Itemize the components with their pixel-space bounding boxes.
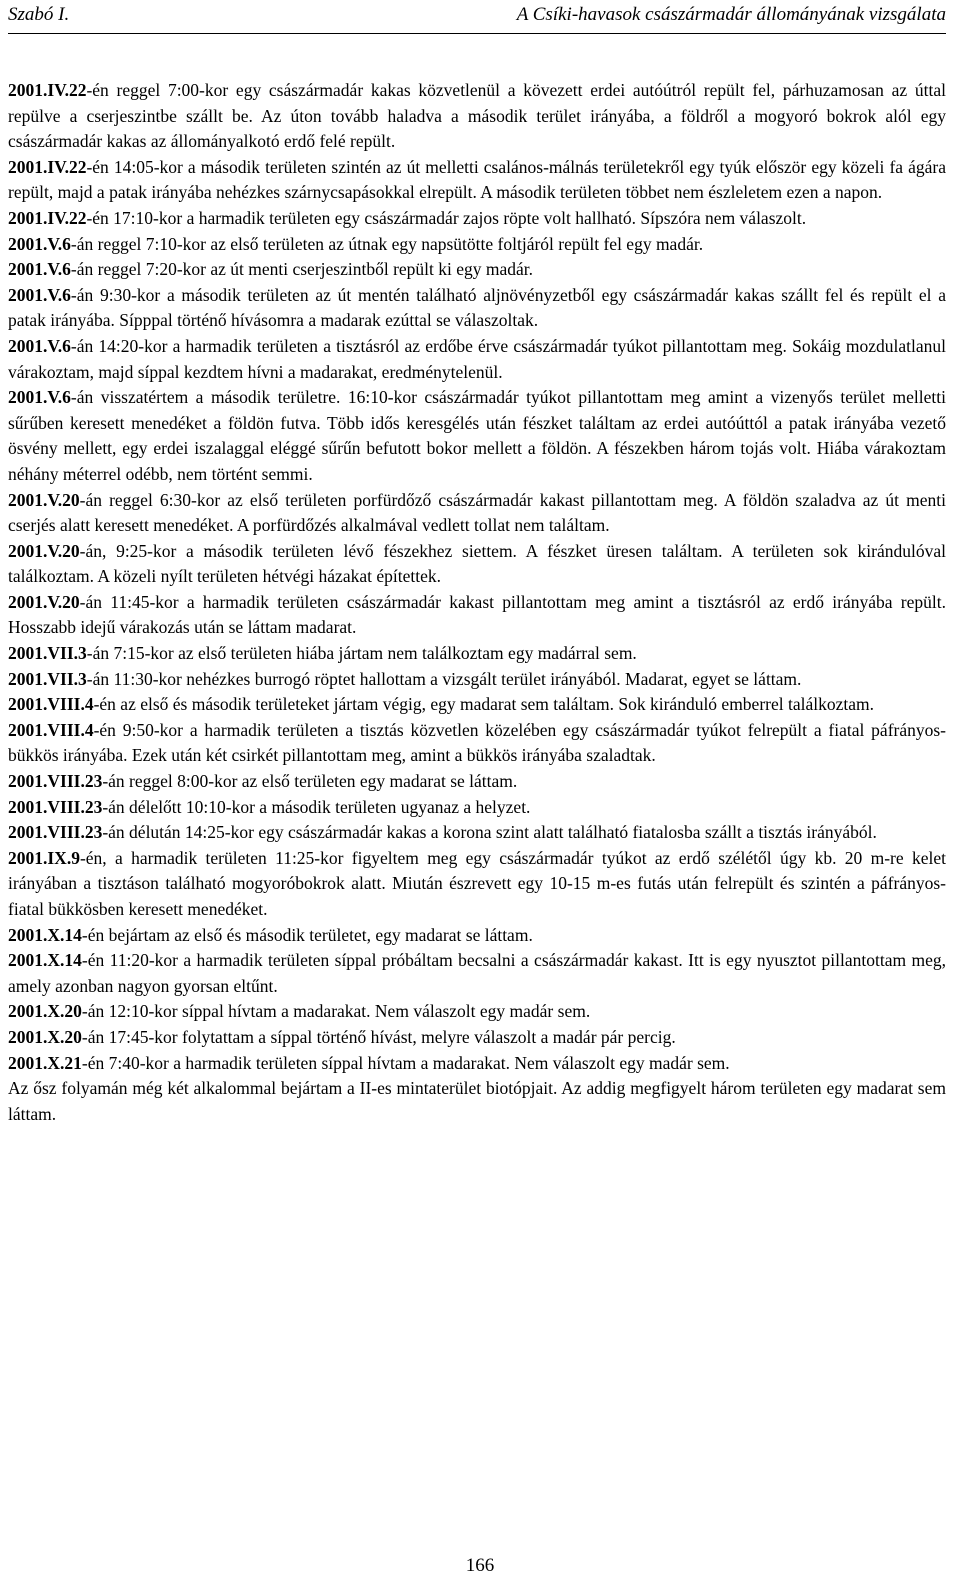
log-entry bbox=[8, 334, 946, 385]
entry-text: -án reggel 7:10-kor az első területen az útnak egy napsütötte foltjáról repült fel egy madár. bbox=[70, 233, 704, 254]
entry-text: Az ősz folyamán még két alkalommal bejártam a II-es mintaterület biotópjait. Az addig megfigyelt három területen egy madarat sem láttam. bbox=[8, 1078, 946, 1124]
log-entry bbox=[8, 488, 946, 539]
running-header bbox=[8, 4, 946, 26]
log-entry bbox=[8, 795, 946, 821]
entry-text: -én 14:05-kor a második területen szintén az út melletti csalános-málnás területekről egy tyúk először egy közeli fa ágára repült, majd a patak irányába nehézkes szárnycsapásokkal elrepült. A második területen többet nem észleletem ezen a napon. bbox=[8, 156, 946, 203]
page-number: 166 bbox=[465, 1555, 495, 1576]
entry-text: -én az első és második területeket jártam végig, egy madarat sem találtam. Sok kiránduló emberrel találkoztam. bbox=[93, 694, 874, 715]
entry-date: 2001.X.20 bbox=[8, 1001, 82, 1022]
header-author: Szabó I. bbox=[8, 4, 70, 25]
entry-text: -én reggel 7:00-kor egy császármadár kakas közvetlenül a kövezett erdei autóútról repült fel, párhuzamosan az úttal repülve a cserjeszintbe szállt be. Az úton tovább haladva a második terület irányába, a földről a mogyoró bokrok alól egy császármadár kakas az állományalkotó erdő felé repült. bbox=[8, 80, 946, 152]
log-entry bbox=[8, 155, 946, 206]
log-entry bbox=[8, 948, 946, 999]
entry-date: 2001.V.6 bbox=[8, 233, 71, 254]
entry-date: 2001.IX.9 bbox=[8, 847, 80, 868]
log-entry bbox=[8, 667, 946, 693]
entry-date: 2001.V.6 bbox=[8, 387, 71, 408]
entry-text: -én 11:20-kor a harmadik területen síppal próbáltam becsalni a császármadár kakast. Itt is egy nyusztot pillantottam meg, amely azonban nagyon gyorsan eltűnt. bbox=[8, 950, 946, 996]
entry-date: 2001.IV.22 bbox=[8, 80, 87, 100]
entry-text: -án 17:45-kor folytattam a síppal történő hívást, melyre válaszolt a madár pár percig. bbox=[81, 1026, 676, 1047]
entry-text: -án 9:30-kor a második területen az út mentén található aljnövényzetből egy császármadár kakas szállt fel és repült el a patak irányába. Sípppal történő hívásomra a madarak ezúttal se válaszoltak. bbox=[8, 284, 946, 331]
entry-date: 2001.V.20 bbox=[8, 489, 80, 510]
entry-text: -án délelőtt 10:10-kor a második területen ugyanaz a helyzet. bbox=[102, 796, 531, 817]
log-entry bbox=[8, 78, 946, 155]
entry-date: 2001.VIII.4 bbox=[8, 719, 94, 740]
log-entry bbox=[8, 692, 946, 718]
observation-log bbox=[8, 78, 946, 1127]
entry-date: 2001.X.20 bbox=[8, 1026, 82, 1047]
log-entry bbox=[8, 1051, 946, 1077]
entry-date: 2001.IV.22 bbox=[8, 207, 87, 228]
entry-text: -én 9:50-kor a harmadik területen a tisztás közvetlen közelében egy császármadár tyúkot felrepült a fiatal páfrányos-bükkös irányába. Ezek után két csirkét pillantottam meg, amint a bükkös irányába szaladtak. bbox=[8, 719, 946, 766]
log-entry bbox=[8, 846, 946, 923]
log-entry bbox=[8, 590, 946, 641]
log-entry bbox=[8, 1076, 946, 1127]
log-entry bbox=[8, 206, 946, 232]
entry-date: 2001.VIII.23 bbox=[8, 822, 103, 843]
entry-text: -án 14:20-kor a harmadik területen a tisztásról az erdőbe érve császármadár tyúkot pillantottam meg. Sokáig mozdulatlanul várakoztam, majd síppal kezdtem hívni a madarakat, eredménytelenül. bbox=[8, 335, 946, 382]
entry-date: 2001.V.6 bbox=[8, 335, 71, 356]
log-entry bbox=[8, 999, 946, 1025]
header-title: A Csíki-havasok császármadár állományának vizsgálata bbox=[516, 4, 946, 25]
header-divider bbox=[8, 33, 946, 34]
log-entry bbox=[8, 232, 946, 258]
entry-date: 2001.V.6 bbox=[8, 284, 71, 305]
entry-text: -én, a harmadik területen 11:25-kor figyeltem meg egy császármadár tyúkot az erdő szélétől úgy kb. 20 m-re kelet irányában a tisztáson található mogyoróbokrok alatt. Miután észrevett egy 10-15 m-es futás után felrepült és szintén a páfrányos-fiatal bükkösben keresett menedéket. bbox=[8, 847, 946, 919]
entry-date: 2001.V.20 bbox=[8, 540, 80, 561]
entry-text: -án 7:15-kor az első területen hiába jártam nem találkoztam egy madárral sem. bbox=[86, 643, 637, 664]
log-entry bbox=[8, 923, 946, 949]
log-entry bbox=[8, 283, 946, 334]
entry-date: 2001.V.6 bbox=[8, 259, 71, 280]
log-entry bbox=[8, 539, 946, 590]
entry-date: 2001.X.14 bbox=[8, 924, 82, 945]
entry-text: -án 11:45-kor a harmadik területen császármadár kakast pillantottam meg amint a tisztásról az erdő irányába repült. Hosszabb idejű várakozás után se láttam madarat. bbox=[8, 591, 946, 638]
log-entry bbox=[8, 385, 946, 487]
entry-text: -én 17:10-kor a harmadik területen egy császármadár zajos röpte volt hallható. Sípszóra nem válaszolt. bbox=[86, 207, 807, 228]
log-entry bbox=[8, 718, 946, 769]
log-entry bbox=[8, 769, 946, 795]
entry-date: 2001.VIII.23 bbox=[8, 796, 103, 817]
entry-text: -án, 9:25-kor a második területen lévő fészekhez siettem. A fészket üresen találtam. A területen sok kirándulóval találkoztam. A közeli nyílt területen hétvégi házakat építettek. bbox=[8, 540, 946, 587]
entry-text: -án visszatértem a második területre. 16:10-kor császármadár tyúkot pillantottam meg amint a vizenyős terület melletti sűrűben keresett menedéket a földön futva. Több idős keresgélés után fészket találtam az erdei autóúttól a patak irányába vezető ösvény mellett, egy erdei iszalaggal eléggé sűrűn befutott bokor mellett a földön. A fészekben három tojás volt. Hiába várakoztam néhány méterrel odébb, nem történt semmi. bbox=[8, 387, 946, 484]
entry-text: -án reggel 7:20-kor az út menti cserjeszintből repült ki egy madár. bbox=[70, 259, 534, 280]
entry-date: 2001.VII.3 bbox=[8, 668, 87, 689]
entry-date: 2001.V.20 bbox=[8, 591, 80, 612]
log-entry bbox=[8, 641, 946, 667]
entry-date: 2001.VIII.4 bbox=[8, 694, 94, 715]
entry-text: -án 11:30-kor nehézkes burrogó röptet hallottam a vizsgált terület irányából. Madarat, egyet se láttam. bbox=[86, 668, 802, 689]
entry-date: 2001.VIII.23 bbox=[8, 771, 103, 792]
entry-text: -én 7:40-kor a harmadik területen síppal hívtam a madarakat. Nem válaszolt egy madár sem. bbox=[81, 1052, 730, 1073]
entry-date: 2001.VII.3 bbox=[8, 643, 87, 664]
entry-text: -án reggel 6:30-kor az első területen porfürdőző császármadár kakast pillantottam meg. A földön szaladva az út menti cserjés alatt keresett menedéket. A porfürdőzés alkalmával vedlett tollat nem találtam. bbox=[8, 489, 946, 536]
entry-text: -án délután 14:25-kor egy császármadár kakas a korona szint alatt található fiatalosba szállt a tisztás irányából. bbox=[102, 822, 877, 843]
log-entry bbox=[8, 257, 946, 283]
entry-text: -án 12:10-kor síppal hívtam a madarakat. Nem válaszolt egy madár sem. bbox=[81, 1001, 591, 1022]
entry-date: 2001.X.14 bbox=[8, 950, 82, 971]
log-entry bbox=[8, 820, 946, 846]
log-entry bbox=[8, 1025, 946, 1051]
entry-text: -án reggel 8:00-kor az első területen egy madarat se láttam. bbox=[102, 771, 518, 792]
entry-date: 2001.X.21 bbox=[8, 1052, 82, 1073]
entry-date: 2001.IV.22 bbox=[8, 156, 87, 177]
entry-text: -én bejártam az első és második területet, egy madarat se láttam. bbox=[81, 924, 533, 945]
